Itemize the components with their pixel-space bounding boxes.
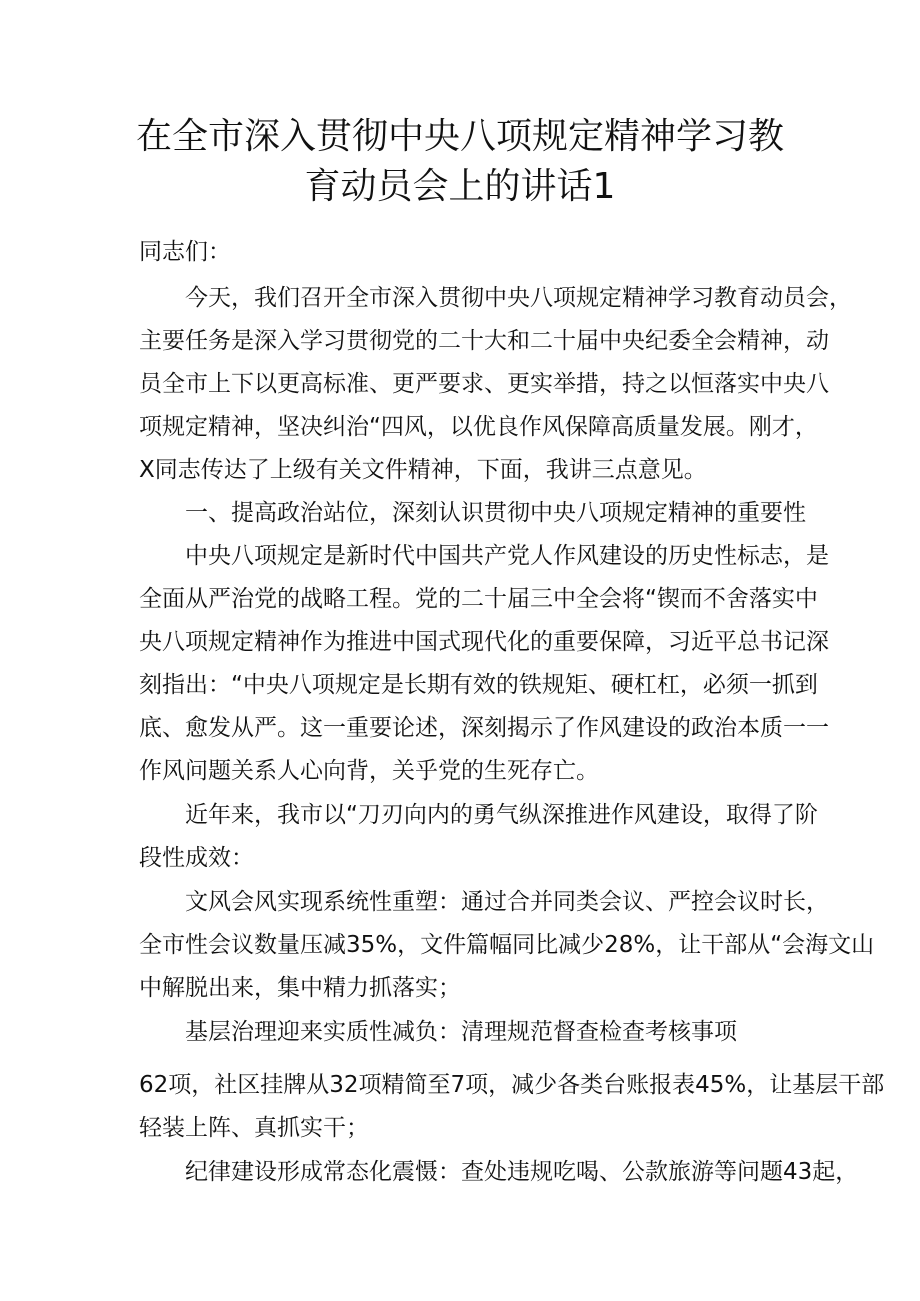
paragraph-line: 全市性会议数量压减35%，文件篇幅同比减少28%，让干部从“会海文山 <box>139 932 875 958</box>
paragraph-line: 段性成效： <box>139 845 254 871</box>
paragraph-line: X同志传达了上级有关文件精神，下面，我讲三点意见。 <box>139 457 707 483</box>
paragraph-line: 今天，我们召开全市深入贯彻中央八项规定精神学习教育动员会， <box>185 285 852 311</box>
paragraph-line: 作风问题关系人心向背，关乎党的生死存亡。 <box>139 758 599 784</box>
paragraph-line: 中央八项规定是新时代中国共产党人作风建设的历史性标志，是 <box>185 543 829 569</box>
paragraph-line: 62项，社区挂牌从32项精简至7项，减少各类台账报表45%，让基层干部 <box>139 1072 885 1098</box>
document-title-line-2: 育动员会上的讲话1 <box>304 166 616 207</box>
paragraph-line: 中解脱出来，集中精力抓落实； <box>139 975 461 1001</box>
paragraph-line: 基层治理迎来实质性减负：清理规范督查检查考核事项 <box>185 1019 737 1045</box>
paragraph-line: 纪律建设形成常态化震慑：查处违规吃喝、公款旅游等问题43起， <box>185 1159 859 1185</box>
paragraph-line: 全面从严治党的战略工程。党的二十届三中全会将“锲而不舍落实中 <box>139 586 818 612</box>
paragraph-line: 刻指出：“中央八项规定是长期有效的铁规矩、硬杠杠，必须一抓到 <box>139 672 818 698</box>
paragraph-line: 员全市上下以更高标准、更严要求、更实举措，持之以恒落实中央八 <box>139 371 829 397</box>
paragraph-line: 文风会风实现系统性重塑：通过合并同类会议、严控会议时长， <box>185 889 829 915</box>
paragraph-line: 项规定精神，坚决纠治“四风，以优良作风保障高质量发展。刚才， <box>139 414 818 440</box>
paragraph-line: 央八项规定精神作为推进中国式现代化的重要保障，习近平总书记深 <box>139 629 829 655</box>
salutation: 同志们： <box>139 239 231 265</box>
paragraph-line: 底、愈发从严。这一重要论述，深刻揭示了作风建设的政治本质一一 <box>139 715 829 741</box>
section-heading: 一、提高政治站位，深刻认识贯彻中央八项规定精神的重要性 <box>185 500 806 526</box>
paragraph-line: 主要任务是深入学习贯彻党的二十大和二十届中央纪委全会精神，动 <box>139 328 829 354</box>
document-title-line-1: 在全市深入贯彻中央八项规定精神学习教 <box>135 116 784 157</box>
paragraph-line: 近年来，我市以“刀刃向内的勇气纵深推进作风建设，取得了阶 <box>185 802 818 828</box>
paragraph-line: 轻装上阵、真抓实干； <box>139 1115 369 1141</box>
